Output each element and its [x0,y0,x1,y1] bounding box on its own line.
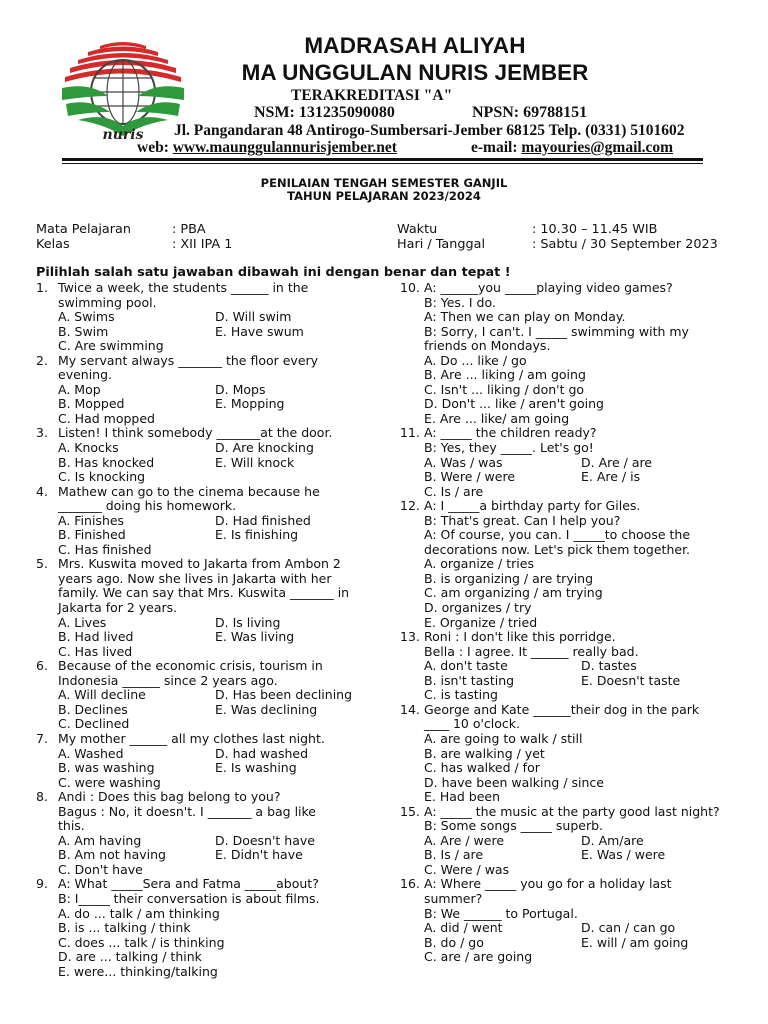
answer-option[interactable]: A. do ... talk / am thinking [58,905,220,921]
answer-option[interactable]: D. can / can go [581,920,676,936]
answer-option[interactable]: E. Was living [215,629,295,645]
answer-option[interactable]: C. does ... talk / is thinking [58,934,225,950]
option-row [0,688,384,703]
subject-label: Mata Pelajaran [36,222,131,237]
answer-option[interactable]: C. Are swimming [58,338,164,354]
school-name-line2: MA UNGGULAN NURIS JEMBER [241,60,589,85]
question-text: decorations now. Let's pick them together. [424,541,691,557]
option-row [0,936,384,951]
question-text: swimming pool. [58,294,157,310]
question-text: Mathew can go to the cinema because he [58,483,320,499]
question-item [384,281,768,426]
option-row [0,645,384,660]
option-row [0,630,384,645]
answer-option[interactable]: C. were washing [58,774,161,790]
website: web: www.maunggulannurisjember.net [137,139,397,156]
question-item [384,877,768,964]
question-item [384,426,768,499]
question-text: Bella : I agree. It ______ really bad. [424,643,639,659]
option-row [0,747,384,762]
question-text: B: Yes. I do. [424,294,496,310]
answer-option[interactable]: B. are walking / yet [424,745,545,761]
accreditation: TERAKREDITASI "A" [291,87,453,104]
question-text: B: I_____ their conversation is about films. [58,890,320,906]
option-row [384,485,768,500]
school-logo-icon [60,40,186,142]
question-text: A: ______you _____playing video games? [424,280,673,295]
option-row [384,601,768,616]
question-number: 5. [36,556,48,572]
option-row [0,848,384,863]
question-text: evening. [58,367,113,383]
option-row [384,834,768,849]
option-row [384,572,768,587]
answer-option[interactable]: B. Are ... liking / am going [424,367,586,383]
question-item [0,659,384,732]
answer-option[interactable]: E. Is finishing [215,527,299,543]
letterhead [0,0,768,165]
question-text: My servant always _______ the floor every [58,352,319,368]
answer-option[interactable]: A. Knocks [58,440,119,456]
answer-option[interactable]: C. Declined [58,716,130,732]
question-number: 13. [400,629,420,645]
question-text: B: Sorry, I can't. I _____ swimming with my [424,323,689,339]
exam-title: PENILAIAN TENGAH SEMESTER GANJIL [260,176,508,190]
school-name-line1: MADRASAH ALIYAH [304,33,526,58]
answer-option[interactable]: E. Are ... like/ am going [424,410,570,426]
svg-text:nuris: nuris [102,127,144,142]
nsm: NSM: 131235090080 [254,104,395,121]
question-text: A: Of course, you can. I _____to choose the [424,527,691,543]
answer-option[interactable]: D. Is living [215,614,281,630]
question-text: Mrs. Kuswita moved to Jakarta from Ambon 2 [58,556,341,572]
question-number: 9. [36,876,48,892]
question-text: A: I _____a birthday party for Giles. [424,498,641,514]
answer-option[interactable]: E. Didn't have [215,847,303,863]
answer-option[interactable]: E. were... thinking/talking [58,963,218,979]
answer-option[interactable]: E. Are / is [581,469,641,485]
answer-option[interactable]: C. Don't have [58,861,143,877]
answer-option[interactable]: D. Will swim [215,309,292,325]
answer-option[interactable]: B. Declines [58,701,128,717]
answer-option[interactable]: E. Was / were [581,847,666,863]
question-text: this. [58,818,85,834]
answer-option[interactable]: D. Doesn't have [215,832,315,848]
answer-option[interactable]: A. Do ... like / go [424,352,527,368]
questions-right-column [384,281,768,965]
question-number: 11. [400,425,420,441]
option-row [0,863,384,878]
question-number: 14. [400,701,420,717]
npsn: NPSN: 69788151 [472,104,588,121]
option-row [0,441,384,456]
answer-option[interactable]: E. Doesn't taste [581,672,681,688]
question-text: A: _____ the music at the party good last night? [424,803,720,819]
option-row [384,674,768,689]
answer-option[interactable]: B. Am not having [58,847,166,863]
option-row [384,936,768,951]
question-text: ____ 10 o'clock. [424,716,521,732]
question-text: Jakarta for 2 years. [58,600,178,616]
question-text: Andi : Does this bag belong to you? [58,789,281,805]
answer-option[interactable]: D. Am/are [581,832,644,848]
question-number: 16. [400,876,420,892]
question-number: 10. [400,280,420,295]
answer-option[interactable]: A. don't taste [424,658,508,674]
question-item [0,485,384,558]
question-text: Because of the economic crisis, tourism in [58,658,323,674]
question-text: A: What _____Sera and Fatma _____about? [58,876,319,892]
answer-option[interactable]: D. Had finished [215,512,311,528]
answer-option[interactable]: A. Washed [58,745,124,761]
option-row [0,383,384,398]
option-row [0,616,384,631]
answer-option[interactable]: B. isn't tasting [424,672,515,688]
question-text: A: _____ the children ready? [424,425,597,441]
option-row [0,907,384,922]
class-label: Kelas [36,237,70,252]
answer-option[interactable]: D. Are knocking [215,440,314,456]
answer-option[interactable]: E. Will knock [215,454,295,470]
option-row [384,586,768,601]
question-item [0,557,384,659]
answer-option[interactable]: A. are going to walk / still [424,730,583,746]
answer-option[interactable]: B. is organizing / are trying [424,570,594,586]
option-row [0,412,384,427]
question-number: 3. [36,425,48,441]
option-row [0,470,384,485]
option-row [0,325,384,340]
answer-option[interactable]: C. Has finished [58,541,152,557]
answer-option[interactable]: C. Isn't ... liking / don't go [424,381,585,397]
answer-option[interactable]: C. Were / was [424,861,510,877]
question-text: Bagus : No, it doesn't. I _______ a bag like [58,803,316,819]
question-item [0,354,384,427]
question-item [384,499,768,630]
option-row [384,616,768,631]
answer-option[interactable]: B. Had lived [58,629,134,645]
option-row [0,834,384,849]
answer-option[interactable]: D. organizes / try [424,600,532,616]
answer-option[interactable]: D. have been walking / since [424,774,604,790]
answer-option[interactable]: D. Don't ... like / aren't going [424,396,604,412]
option-row [0,339,384,354]
question-text: A: Where _____ you go for a holiday last [424,876,672,892]
option-row [384,747,768,762]
date-value: : Sabtu / 30 September 2023 [532,237,718,252]
question-text: Twice a week, the students ______ in the [58,280,309,295]
email-link[interactable]: mayouries@gmail.com [521,139,674,156]
answer-option[interactable]: D. Are / are [581,454,653,470]
answer-option[interactable]: E. Mopping [215,396,285,412]
answer-option[interactable]: C. am organizing / am trying [424,585,603,601]
question-number: 6. [36,658,48,674]
question-number: 15. [400,803,420,819]
option-row [0,761,384,776]
date-label: Hari / Tanggal [397,237,486,252]
option-row [384,761,768,776]
question-text: _______ doing his homework. [58,498,237,514]
question-number: 8. [36,789,48,805]
question-text: Roni : I don't like this porridge. [424,629,616,645]
answer-option[interactable]: C. Is / are [424,483,484,499]
answer-option[interactable]: C. Has lived [58,643,133,659]
option-row [0,397,384,412]
option-row [384,790,768,805]
option-row [0,776,384,791]
class-value: : XII IPA 1 [172,237,233,252]
answer-option[interactable]: A. Lives [58,614,107,630]
question-text: B: That's great. Can I help you? [424,512,621,528]
option-row [384,688,768,703]
answer-option[interactable]: B. do / go [424,934,484,950]
exam-year: TAHUN PELAJARAN 2023/2024 [287,189,481,203]
question-item [0,877,384,979]
website-link[interactable]: www.maunggulannurisjember.net [172,139,397,156]
question-number: 12. [400,498,420,514]
answer-option[interactable]: C. are / are going [424,949,533,965]
answer-option[interactable]: C. is tasting [424,687,498,703]
question-text: family. We can say that Mrs. Kuswita _______ in [58,585,350,601]
header-divider [62,158,703,161]
time-label: Waktu [397,222,438,237]
answer-option[interactable]: B. Finished [58,527,126,543]
answer-option[interactable]: B. Were / were [424,469,516,485]
option-row [384,456,768,471]
answer-option[interactable]: C. Is knocking [58,469,146,485]
option-row [0,543,384,558]
option-row [384,776,768,791]
option-row [384,863,768,878]
question-item [0,281,384,354]
instruction: Pilihlah salah satu jawaban dibawah ini dengan benar dan tepat ! [36,265,511,280]
option-row [0,717,384,732]
question-text: B: Some songs _____ superb. [424,818,604,834]
option-row [0,528,384,543]
question-text: Listen! I think somebody _______at the door. [58,425,333,441]
question-number: 1. [36,280,48,295]
answer-option[interactable]: C. Had mopped [58,410,155,426]
answer-option[interactable]: B. was washing [58,760,155,776]
option-row [0,514,384,529]
answer-option[interactable]: A. Finishes [58,512,125,528]
option-row [384,557,768,572]
question-text: B: Yes, they _____. Let's go! [424,440,594,456]
answer-option[interactable]: D. had washed [215,745,309,761]
answer-option[interactable]: A. Swims [58,309,115,325]
answer-option[interactable]: D. tastes [581,658,637,674]
answer-option[interactable]: E. Organize / tried [424,614,538,630]
question-number: 4. [36,483,48,499]
answer-option[interactable]: C. has walked / for [424,760,540,776]
option-row [384,659,768,674]
answer-option[interactable]: B. Has knocked [58,454,155,470]
question-item [0,426,384,484]
address: Jl. Pangandaran 48 Antirogo-Sumbersari-Jember 68125 Telp. (0331) 5101602 [174,122,685,139]
answer-option[interactable]: A. Was / was [424,454,503,470]
question-text: B: We ______ to Portugal. [424,905,578,921]
answer-option[interactable]: B. Swim [58,323,109,339]
option-row [384,397,768,412]
option-row [384,921,768,936]
option-row [384,950,768,965]
answer-option[interactable]: A. Mop [58,381,101,397]
answer-option[interactable]: A. did / went [424,920,503,936]
option-row [384,470,768,485]
answer-option[interactable]: E. Was declining [215,701,318,717]
answer-option[interactable]: E. will / am going [581,934,689,950]
answer-option[interactable]: D. are ... talking / think [58,949,202,965]
answer-option[interactable]: E. Have swum [215,323,304,339]
option-row [384,383,768,398]
option-row [384,368,768,383]
question-item [384,703,768,805]
answer-option[interactable]: B. Mopped [58,396,125,412]
question-text: A: Then we can play on Monday. [424,309,626,325]
question-item [384,630,768,703]
question-text: summer? [424,890,483,906]
answer-option[interactable]: B. is ... talking / think [58,920,191,936]
answer-option[interactable]: E. Had been [424,789,501,805]
question-text: years ago. Now she lives in Jakarta with her [58,570,332,586]
subject-value: : PBA [172,222,206,237]
option-row [384,354,768,369]
time-value: : 10.30 – 11.45 WIB [532,222,658,237]
answer-option[interactable]: A. Am having [58,832,142,848]
question-number: 2. [36,352,48,368]
answer-option[interactable]: D. Has been declining [215,687,353,703]
option-row [384,732,768,747]
answer-option[interactable]: D. Mops [215,381,266,397]
option-row [384,412,768,427]
question-item [384,805,768,878]
answer-option[interactable]: A. organize / tries [424,556,534,572]
question-text: My mother ______ all my clothes last night. [58,730,325,746]
question-text: friends on Mondays. [424,338,551,354]
answer-option[interactable]: A. Will decline [58,687,146,703]
question-item [0,732,384,790]
option-row [0,703,384,718]
option-row [0,921,384,936]
email: e-mail: mayouries@gmail.com [471,139,674,156]
option-row [0,310,384,325]
questions-left-column [0,281,384,979]
option-row [0,965,384,980]
header-divider-thin [62,163,703,164]
question-text: Indonesia ______ since 2 years ago. [58,672,278,688]
option-row [0,950,384,965]
answer-option[interactable]: A. Are / were [424,832,505,848]
question-item [0,790,384,877]
option-row [0,456,384,471]
question-number: 7. [36,730,48,746]
option-row [384,848,768,863]
answer-option[interactable]: B. Is / are [424,847,484,863]
question-text: George and Kate ______their dog in the park [424,701,700,717]
answer-option[interactable]: E. Is washing [215,760,297,776]
